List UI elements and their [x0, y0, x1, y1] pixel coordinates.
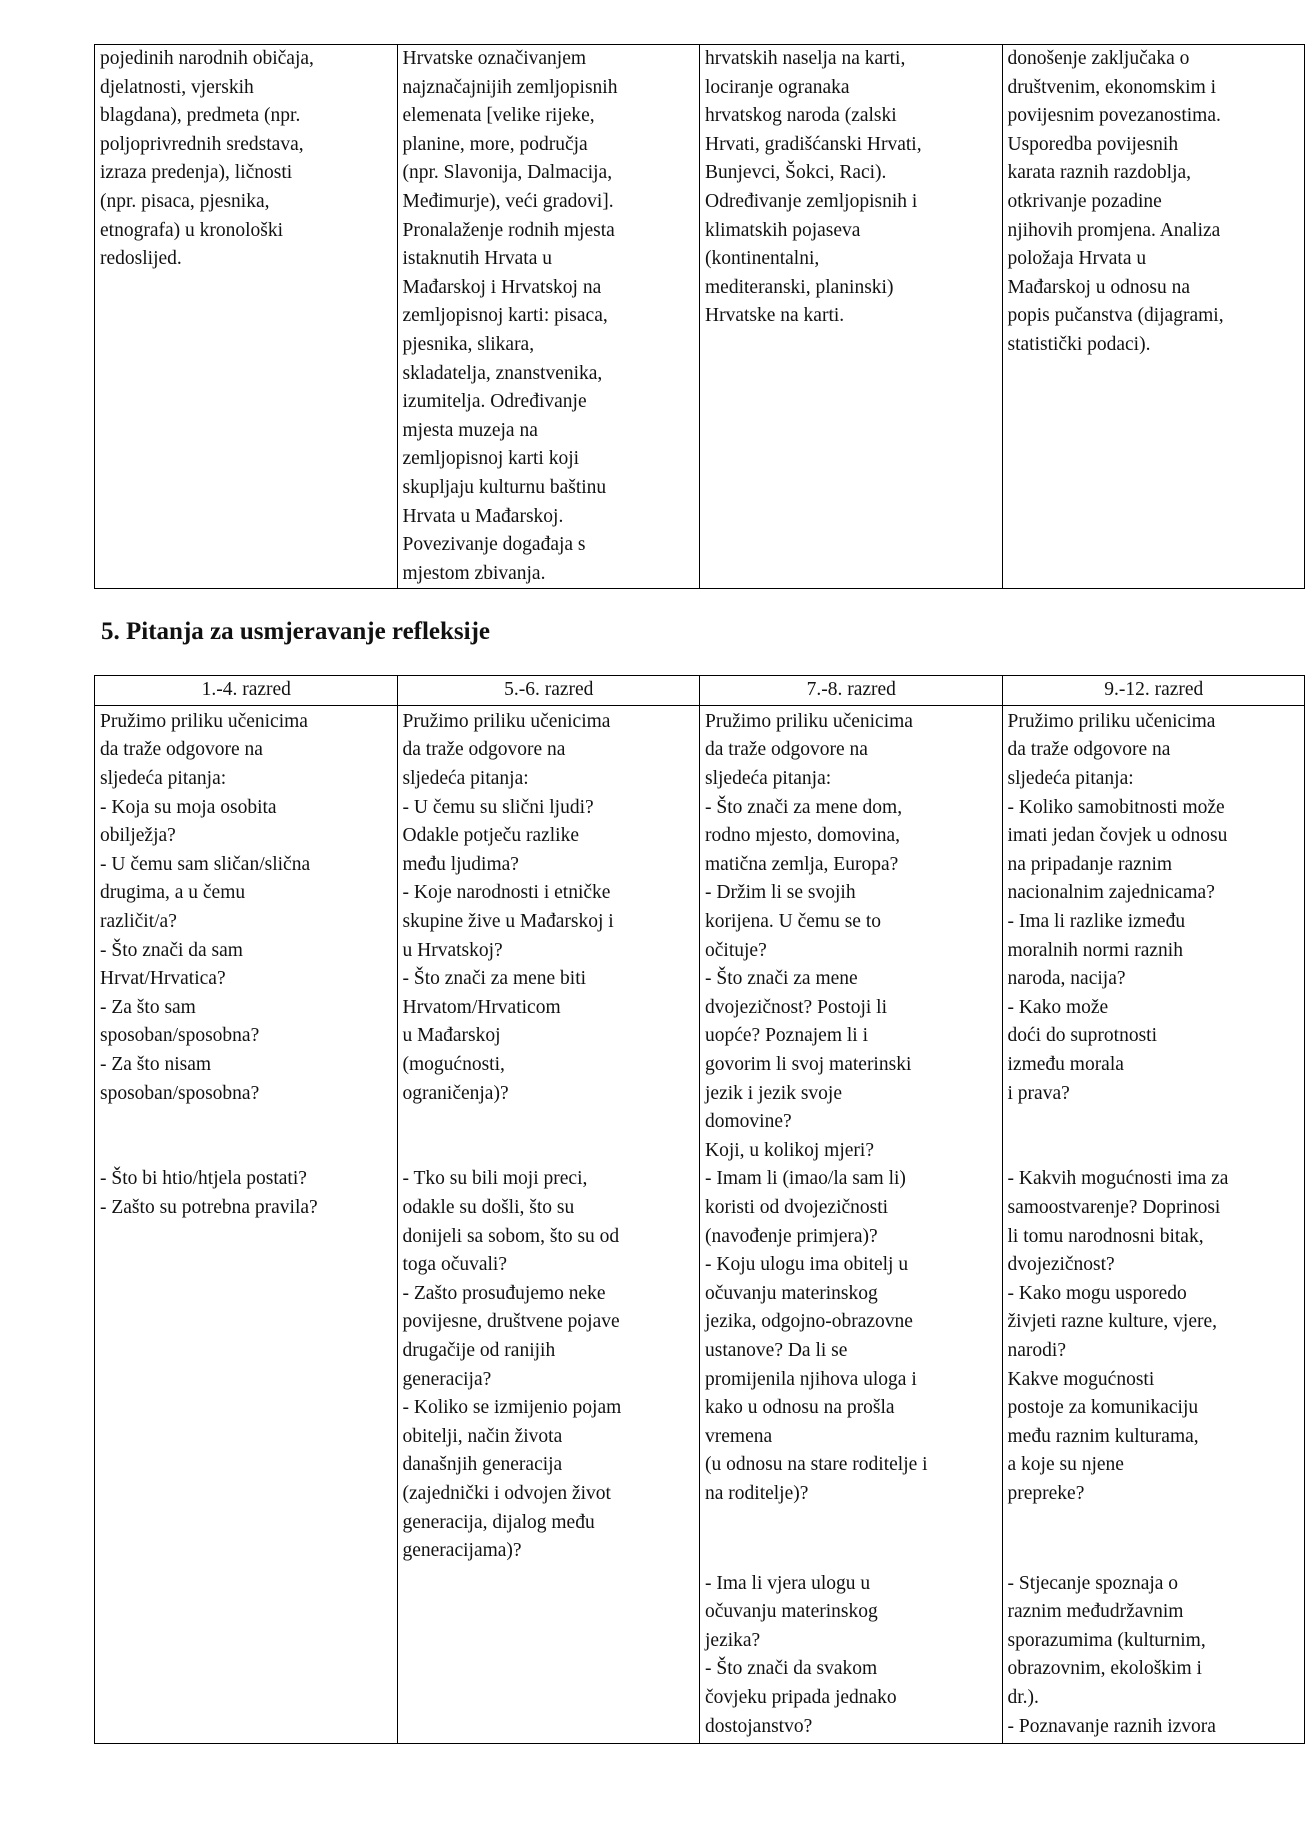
column-header: 1.-4. razred: [95, 676, 398, 706]
cell-text: - Što bi htio/htjela postati? - Zašto su potrebna pravila?: [100, 1168, 318, 1218]
cell-text: - Stjecanje spoznaja o raznim međudržavnim sporazumima (kulturnim, obrazovnim, ekološkim i dr.). - Poznavanje raznih izvora: [1007, 1572, 1216, 1737]
cell-text: - Kakvih mogućnosti ima za samoostvarenje? Doprinosi li tomu narodnosni bitak, dvojezičnost? - Kako mogu usporedo živjeti razne kulture, vjere, narodi? Kakve mogućnosti postoje za komunikaciju među raznim kulturama, a koje su njene prepreke?: [1007, 1168, 1229, 1504]
table-cell: [95, 705, 398, 1165]
table-cell: [700, 45, 1003, 589]
table-cell: [397, 1566, 700, 1744]
table-cell: [95, 45, 398, 589]
cell-text: Pružimo priliku učenicima da traže odgovore na sljedeća pitanja: - U čemu su slični ljudi? Odakle potječu razlike među ljudima? - Koje narodnosti i etničke skupine žive u Mađarskoj i u Hrvatskoj? - Što znači za mene biti Hrvatom/Hrvaticom u Mađarskoj (mogućnosti, ograničenja)?: [402, 710, 614, 1104]
cell-text: Pružimo priliku učenicima da traže odgovore na sljedeća pitanja: - Koliko samobitnosti može imati jedan čovjek u odnosu na pripadanje raznim nacionalnim zajednicama? - Ima li razlike između moralnih normi raznih naroda, nacija? - Kako može doći do suprotnosti između morala i prava?: [1007, 710, 1228, 1104]
table-cell: [95, 1165, 398, 1565]
competency-table-continued: [94, 44, 1305, 589]
table-cell: [95, 1566, 398, 1744]
table-cell: [397, 45, 700, 589]
table-row: [95, 705, 1305, 1165]
table-cell: [700, 705, 1003, 1165]
column-header: 7.-8. razred: [700, 676, 1003, 706]
table-row: [95, 1165, 1305, 1565]
cell-text: - Tko su bili moji preci, odakle su došli, što su donijeli sa sobom, što su od toga očuvali? - Zašto prosuđujemo neke povijesne, društvene pojave drugačije od ranijih generacija? - Koliko se izmijenio pojam obitelji, način života današnjih generacija (zajednički i odvojen život generacija, dijalog među generacijama)?: [402, 1168, 622, 1562]
table-cell: [1002, 705, 1305, 1165]
reflection-questions-table: [94, 675, 1305, 1744]
table-cell: [397, 1165, 700, 1565]
table-cell: [1002, 1165, 1305, 1565]
document-page: [94, 44, 1307, 1744]
table-header-row: [95, 676, 1305, 706]
cell-text: Pružimo priliku učenicima da traže odgovore na sljedeća pitanja: - Što znači za mene dom, rodno mjesto, domovina, matična zemlja, Europa? - Držim li se svojih korijena. U čemu se to očituje? - Što znači za mene dvojezičnost? Postoji li uopće? Poznajem li i govorim li svoj materinski jezik i jezik svoje domovine? Koji, u kolikoj mjeri?: [705, 710, 913, 1161]
column-header: 5.-6. razred: [397, 676, 700, 706]
cell-text: donošenje zaključaka o društvenim, ekonomskim i povijesnim povezanostima. Usporedba povijesnih karata raznih razdoblja, otkrivanje pozadine njihovih promjena. Analiza položaja Hrvata u Mađarskoj u odnosu na popis pučanstva (dijagrami, statistički podaci).: [1007, 48, 1224, 355]
table-cell: [700, 1165, 1003, 1565]
cell-text: Hrvatske označivanjem najznačajnijih zemljopisnih elemenata [velike rijeke, planine, more, područja (npr. Slavonija, Dalmacija, Međimurje), veći gradovi]. Pronalaženje rodnih mjesta istaknutih Hrvata u Mađarskoj i Hrvatskoj na zemljopisnoj karti: pisaca, pjesnika, slikara, skladatelja, znanstvenika, izumitelja. Određivanje mjesta muzeja na zemljopisnoj karti koji skupljaju kulturnu baštinu Hrvata u Mađarskoj. Povezivanje događaja s mjestom zbivanja.: [402, 48, 618, 584]
cell-text: - Imam li (imao/la sam li) koristi od dvojezičnosti (navođenje primjera)? - Koju ulogu ima obitelj u očuvanju materinskog jezika, odgojno-obrazovne ustanove? Da li se promijenila njihova uloga i kako u odnosu na prošla vremena (u odnosu na stare roditelje i na roditelje)?: [705, 1168, 928, 1504]
cell-text: Pružimo priliku učenicima da traže odgovore na sljedeća pitanja: - Koja su moja osobita obilježja? - U čemu sam sličan/slična drugima, a u čemu različit/a? - Što znači da sam Hrvat/Hrvatica? - Za što sam sposoban/sposobna? - Za što nisam sposoban/sposobna?: [100, 710, 311, 1104]
column-header: 9.-12. razred: [1002, 676, 1305, 706]
table-cell: [397, 705, 700, 1165]
section-heading: 5. Pitanja za usmjeravanje refleksije: [101, 618, 491, 646]
cell-text: - Ima li vjera ulogu u očuvanju materinskog jezika? - Što znači da svakom čovjeku pripada jednako dostojanstvo?: [705, 1572, 897, 1737]
table-row: [95, 1566, 1305, 1744]
table-cell: [1002, 1566, 1305, 1744]
table-cell: [1002, 45, 1305, 589]
table-cell: [700, 1566, 1003, 1744]
cell-text: pojedinih narodnih običaja, djelatnosti, vjerskih blagdana), predmeta (npr. poljoprivrednih sredstava, izraza predenja), ličnosti (npr. pisaca, pjesnika, etnografa) u kronološki redoslijed.: [100, 48, 314, 270]
cell-text: hrvatskih naselja na karti, lociranje ogranaka hrvatskog naroda (zalski Hrvati, gradišćanski Hrvati, Bunjevci, Šokci, Raci). Određivanje zemljopisnih i klimatskih pojaseva (kontinentalni, mediteranski, planinski) Hrvatske na karti.: [705, 48, 922, 327]
table-row: [95, 45, 1305, 589]
